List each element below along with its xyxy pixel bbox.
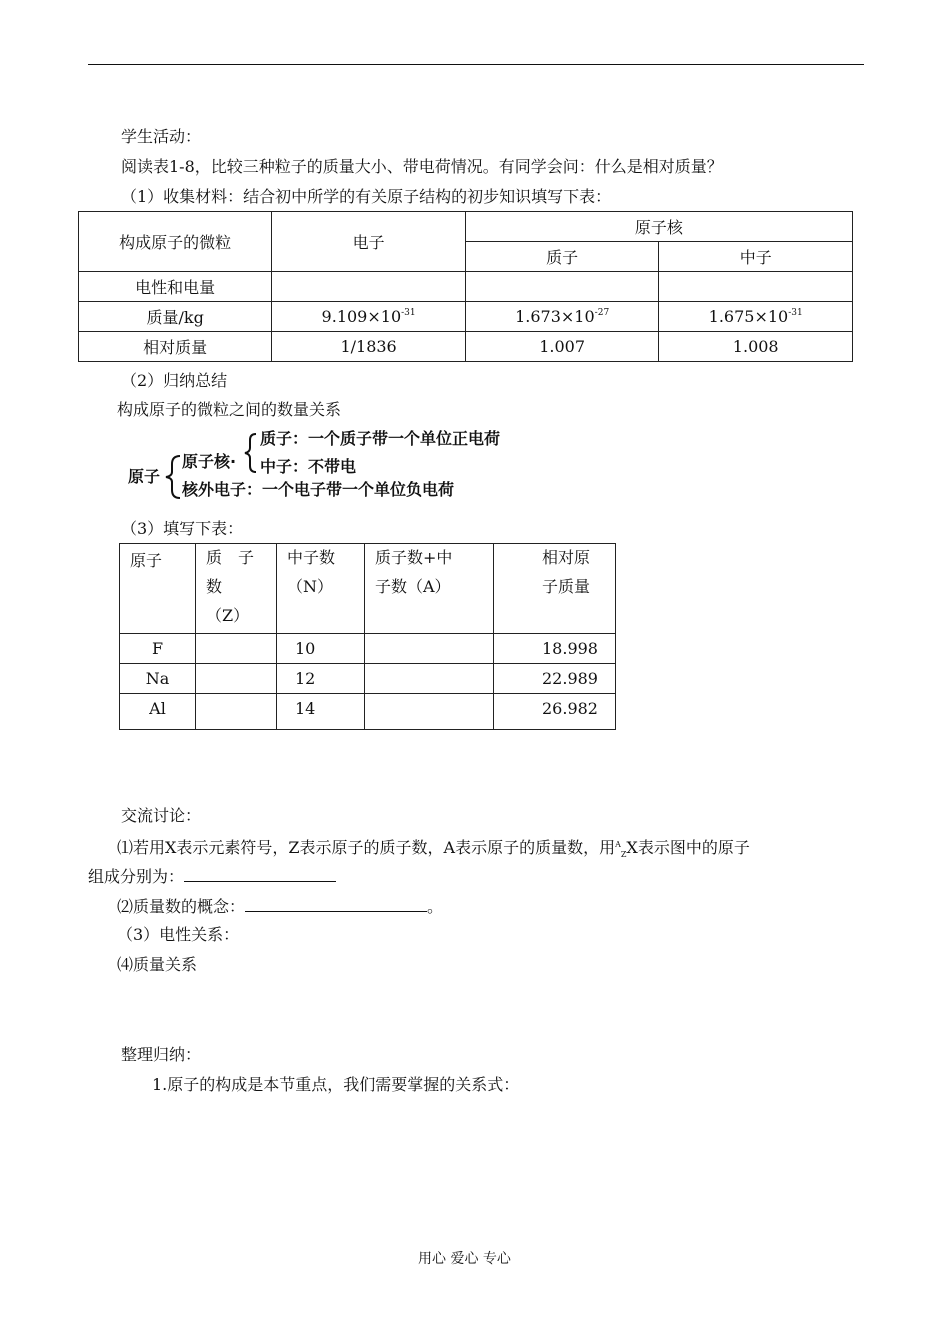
- conclusion-heading: 整理归纳：: [121, 1045, 202, 1064]
- table-row: [120, 634, 616, 664]
- cell-empty: [659, 272, 853, 302]
- t2-atom: F: [120, 634, 196, 664]
- diagram-nucleus: 原子核·: [182, 452, 237, 471]
- diagram-atom: 原子: [128, 467, 161, 486]
- t2-neutron: 10: [277, 634, 365, 664]
- header-particle: 构成原子的微粒: [79, 212, 272, 272]
- row-mass-label: 质量/kg: [79, 302, 272, 332]
- header-proton: 质子: [465, 242, 659, 272]
- discussion-q4: ⑷质量关系: [117, 955, 198, 974]
- page-footer: 用心 爱心 专心: [418, 1251, 511, 1267]
- cell-empty: [272, 272, 466, 302]
- diagram-proton: 质子：一个质子带一个单位正电荷: [260, 429, 501, 448]
- discussion-q1-line2: 组成分别为：: [88, 865, 336, 887]
- diagram-electron: 核外电子：一个电子带一个单位负电荷: [182, 480, 455, 499]
- t2-cell-empty: [196, 664, 277, 694]
- table-row: [120, 664, 616, 694]
- particle-table: [78, 211, 853, 362]
- answer-blank-2[interactable]: [245, 895, 427, 912]
- t2-header-atom: 原子: [120, 544, 196, 634]
- t2-neutron: 12: [277, 664, 365, 694]
- t2-atom: Al: [120, 694, 196, 730]
- t2-cell-empty: [365, 694, 494, 730]
- mass-electron: $9.109\times 10^{-31}$: [272, 302, 466, 332]
- atom-table: [119, 543, 616, 730]
- t2-cell-empty: [365, 664, 494, 694]
- relmass-electron: 1/1836: [272, 332, 466, 362]
- mass-neutron: $1.675\times 10^{-31}$: [659, 302, 853, 332]
- t2-header-sum: 质子数+中 子数（A）: [365, 544, 494, 634]
- row-charge-label: 电性和电量: [79, 272, 272, 302]
- mass-proton: $1.673\times 10^{-27}$: [465, 302, 659, 332]
- header-nucleus: 原子核: [465, 212, 852, 242]
- t2-header-neutron: 中子数 （N）: [277, 544, 365, 634]
- cell-empty: [465, 272, 659, 302]
- step3-text: （3）填写下表：: [121, 519, 244, 538]
- header-neutron: 中子: [659, 242, 853, 272]
- conclusion-item1: 1.原子的构成是本节重点，我们需要掌握的关系式：: [152, 1075, 520, 1094]
- step2-text: （2）归纳总结: [121, 371, 228, 390]
- discussion-q2: ⑵质量数的概念： 。: [117, 897, 444, 916]
- t2-relmass: 26.982: [494, 694, 616, 730]
- activity-heading: 学生活动：: [121, 127, 202, 146]
- outer-brace: [166, 456, 180, 498]
- t2-cell-empty: [196, 634, 277, 664]
- t2-relmass: 22.989: [494, 664, 616, 694]
- t2-cell-empty: [365, 634, 494, 664]
- discussion-q3: （3）电性关系：: [117, 925, 240, 944]
- inner-brace: [245, 434, 256, 472]
- discussion-q1: ⑴若用X表示元素符号，Z表示原子的质子数，A表示原子的质量数，用$^A_Z$X表示图中的原子: [117, 838, 750, 860]
- row-relmass-label: 相对质量: [79, 332, 272, 362]
- t2-neutron: 14: [277, 694, 365, 730]
- relmass-proton: 1.007: [465, 332, 659, 362]
- answer-blank-1[interactable]: [184, 865, 336, 882]
- t2-atom: Na: [120, 664, 196, 694]
- activity-intro: 阅读表1-8，比较三种粒子的质量大小、带电荷情况。有同学会问：什么是相对质量？: [121, 157, 723, 176]
- discussion-heading: 交流讨论：: [121, 806, 202, 825]
- table-row: [120, 694, 616, 730]
- t2-cell-empty: [196, 694, 277, 730]
- diagram-neutron: 中子：不带电: [260, 457, 357, 476]
- t2-relmass: 18.998: [494, 634, 616, 664]
- summary-subtitle: 构成原子的微粒之间的数量关系: [117, 400, 342, 419]
- header-electron: 电子: [272, 212, 466, 272]
- step1-text: （1）收集材料：结合初中所学的有关原子结构的初步知识填写下表：: [121, 187, 612, 206]
- t2-header-proton: 质 子 数 （Z）: [196, 544, 277, 634]
- t2-header-relmass: 相对原 子质量: [494, 544, 616, 634]
- relmass-neutron: 1.008: [659, 332, 853, 362]
- header-rule: [88, 64, 864, 65]
